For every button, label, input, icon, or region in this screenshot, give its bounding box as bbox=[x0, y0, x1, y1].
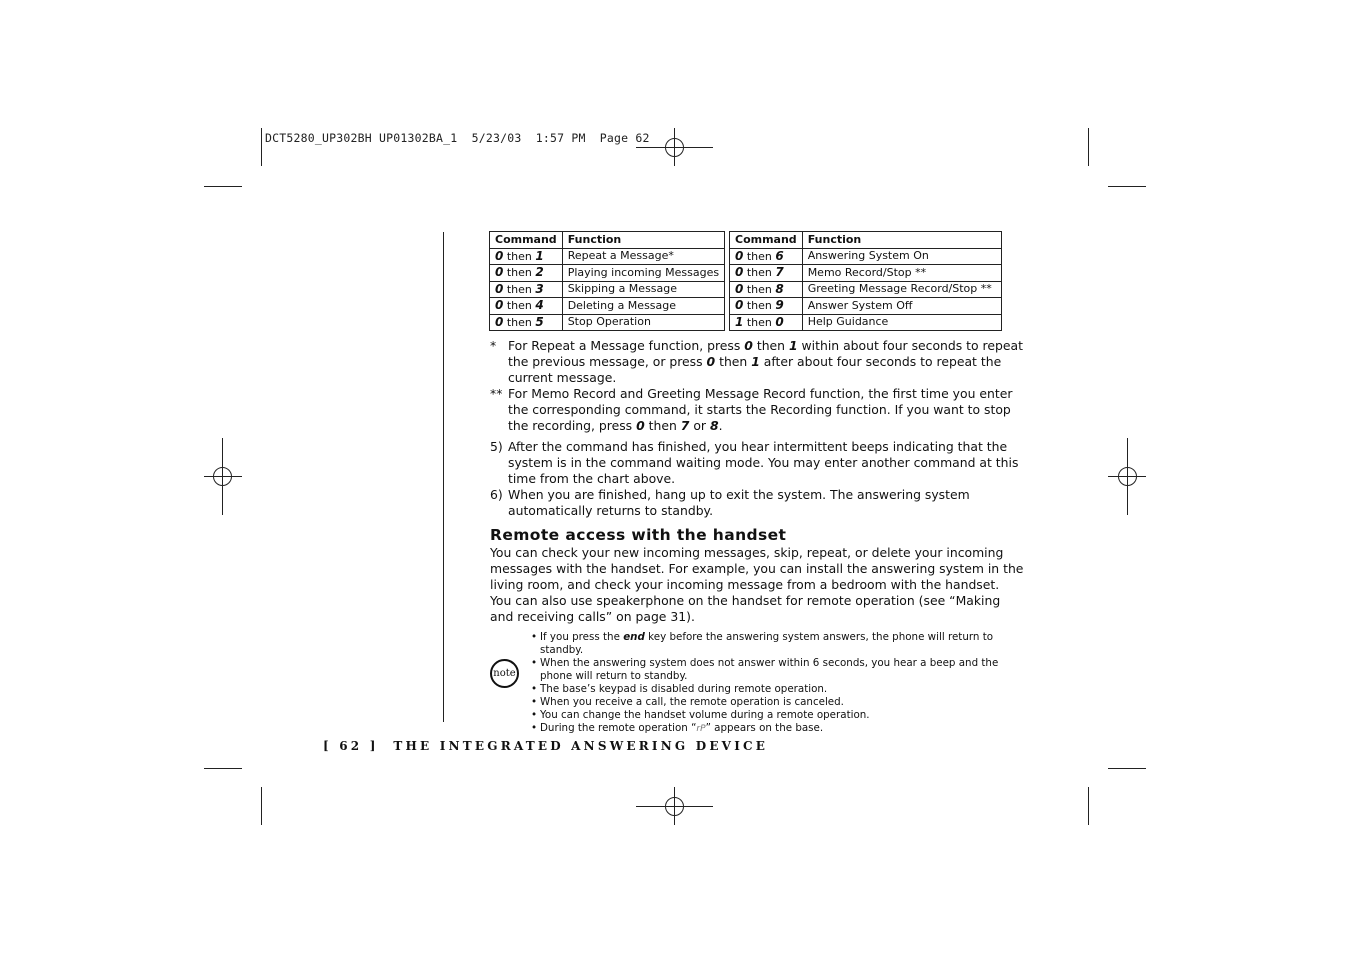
command-cell bbox=[490, 298, 563, 315]
key-digit: 0 bbox=[744, 338, 753, 353]
page-number: [ 62 ] bbox=[323, 739, 379, 753]
footnote-repeat bbox=[490, 338, 1030, 386]
key-digit: 7 bbox=[775, 265, 784, 280]
note-list bbox=[531, 631, 1031, 736]
then-label: then bbox=[506, 299, 532, 313]
note-text: If you press the bbox=[540, 631, 624, 643]
command-cell bbox=[490, 265, 563, 282]
registration-right-circle bbox=[1118, 467, 1137, 486]
key-digit: 0 bbox=[495, 314, 504, 329]
key-digit: 0 bbox=[735, 248, 744, 263]
command-cell bbox=[730, 314, 803, 331]
footnote-text: then bbox=[752, 338, 789, 353]
footnote-text: For Memo Record and Greeting Message Record function, the first time you enter the corresponding command, it starts the Recording function. If you want to stop the recording, press bbox=[508, 386, 1013, 433]
then-label: then bbox=[506, 315, 532, 329]
note-item bbox=[531, 657, 1031, 683]
command-cell bbox=[490, 248, 563, 265]
then-label: then bbox=[506, 249, 532, 263]
bullet: • bbox=[531, 709, 538, 721]
key-digit: 5 bbox=[535, 314, 544, 329]
footnote-text: then bbox=[715, 354, 752, 369]
registration-left-circle bbox=[213, 467, 232, 486]
footnote-text: . bbox=[718, 418, 723, 433]
header-function: Function bbox=[562, 232, 724, 249]
crop-mark-top-right-v bbox=[1088, 128, 1089, 166]
command-cell bbox=[490, 314, 563, 331]
steps-list bbox=[490, 439, 1030, 519]
function-cell: Stop Operation bbox=[562, 314, 724, 331]
table-row bbox=[730, 265, 1002, 282]
crop-mark-bottom-left-v bbox=[261, 787, 262, 825]
key-digit: 1 bbox=[751, 354, 760, 369]
note-text: key before the answering system answers, the phone will return to standby. bbox=[540, 631, 994, 656]
note-icon-label: note bbox=[493, 668, 516, 679]
table-row bbox=[490, 265, 725, 282]
key-digit: 0 bbox=[495, 281, 504, 296]
then-label: then bbox=[746, 249, 772, 263]
registration-bottom-circle bbox=[665, 797, 684, 816]
table-row bbox=[730, 248, 1002, 265]
paragraph: You can also use speakerphone on the handset for remote operation (see “Making and receiving calls” on page 31). bbox=[490, 593, 1001, 624]
footnote-text: after about four seconds to repeat the current message. bbox=[508, 354, 1002, 385]
section-body bbox=[490, 545, 1025, 625]
command-cell bbox=[490, 281, 563, 298]
note-text: ” appears on the base. bbox=[705, 722, 824, 734]
header-command: Command bbox=[490, 232, 563, 249]
table-row bbox=[490, 298, 725, 315]
function-cell: Deleting a Message bbox=[562, 298, 724, 315]
list-item bbox=[490, 439, 1030, 487]
table-row bbox=[490, 314, 725, 331]
then-label: then bbox=[506, 282, 532, 296]
footnote-mark: ** bbox=[490, 386, 503, 401]
table-row bbox=[490, 248, 725, 265]
header-function: Function bbox=[802, 232, 1001, 249]
command-cell bbox=[730, 298, 803, 315]
footnotes bbox=[490, 338, 1030, 434]
step-number: 5) bbox=[490, 439, 503, 454]
crop-mark-bottom-right-h bbox=[1108, 768, 1146, 769]
note-text: The base’s keypad is disabled during remote operation. bbox=[540, 683, 828, 695]
end-key-label: end bbox=[623, 631, 645, 643]
table-row bbox=[730, 298, 1002, 315]
crop-mark-top-left-h bbox=[204, 186, 242, 187]
key-digit: 0 bbox=[735, 281, 744, 296]
list-item bbox=[490, 487, 1030, 519]
chapter-title: THE INTEGRATED ANSWERING DEVICE bbox=[393, 739, 769, 753]
key-digit: 3 bbox=[535, 281, 544, 296]
note-item bbox=[531, 709, 1031, 722]
key-digit: 1 bbox=[535, 248, 544, 263]
footnote-text: or bbox=[689, 418, 710, 433]
key-digit: 1 bbox=[735, 314, 744, 329]
key-digit: 8 bbox=[775, 281, 784, 296]
key-digit: 2 bbox=[535, 265, 544, 280]
then-label: then bbox=[746, 266, 772, 280]
footnote-text: For Repeat a Message function, press bbox=[508, 338, 745, 353]
function-cell: Skipping a Message bbox=[562, 281, 724, 298]
command-cell bbox=[730, 281, 803, 298]
table-row bbox=[730, 281, 1002, 298]
print-slug: DCT5280_UP302BH UP01302BA_1 5/23/03 1:57 PM Page 62 bbox=[265, 131, 650, 145]
command-table-left bbox=[489, 231, 725, 331]
then-label: then bbox=[746, 315, 772, 329]
note-item bbox=[531, 683, 1031, 696]
note-text: When you receive a call, the remote operation is canceled. bbox=[540, 696, 844, 708]
table-header-row bbox=[490, 232, 725, 249]
function-cell: Answer System Off bbox=[802, 298, 1001, 315]
footnote-memo bbox=[490, 386, 1030, 434]
header-command: Command bbox=[730, 232, 803, 249]
key-digit: 7 bbox=[680, 418, 690, 433]
step-text: After the command has finished, you hear intermittent beeps indicating that the system is in the command waiting mode. You may enter another command at this time from the chart above. bbox=[508, 439, 1019, 486]
table-header-row bbox=[730, 232, 1002, 249]
function-cell: Repeat a Message* bbox=[562, 248, 724, 265]
note-text: When the answering system does not answer within 6 seconds, you hear a beep and the phone will return to standby. bbox=[540, 657, 999, 682]
section-heading: Remote access with the handset bbox=[490, 526, 787, 544]
key-digit: 0 bbox=[735, 265, 744, 280]
bullet: • bbox=[531, 722, 538, 734]
then-label: then bbox=[746, 282, 772, 296]
function-cell: Greeting Message Record/Stop ** bbox=[802, 281, 1001, 298]
key-digit: 0 bbox=[495, 248, 504, 263]
then-label: then bbox=[506, 266, 532, 280]
crop-mark-top-right-h bbox=[1108, 186, 1146, 187]
key-digit: 6 bbox=[775, 248, 784, 263]
table-row bbox=[730, 314, 1002, 331]
paragraph: You can check your new incoming messages, skip, repeat, or delete your incoming messages with the handset. For example, you can install the answering system in the living room, and check your incoming message from a bedroom with the handset. bbox=[490, 545, 1024, 592]
key-digit: 0 bbox=[495, 298, 504, 313]
step-number: 6) bbox=[490, 487, 503, 502]
bullet: • bbox=[531, 696, 538, 708]
bullet: • bbox=[531, 657, 538, 669]
footnote-mark: * bbox=[490, 338, 497, 353]
key-digit: 4 bbox=[535, 298, 544, 313]
key-digit: 9 bbox=[775, 298, 784, 313]
key-digit: 0 bbox=[495, 265, 504, 280]
footnote-text: within about four seconds to repeat the previous message, or press bbox=[508, 338, 1023, 369]
key-digit: 8 bbox=[709, 418, 719, 433]
function-cell: Playing incoming Messages bbox=[562, 265, 724, 282]
then-label: then bbox=[746, 299, 772, 313]
key-digit: 0 bbox=[636, 418, 645, 433]
bullet: • bbox=[531, 683, 538, 695]
note-text: During the remote operation “ bbox=[540, 722, 697, 734]
registration-top-circle bbox=[665, 138, 684, 157]
crop-mark-bottom-right-v bbox=[1088, 787, 1089, 825]
note-item bbox=[531, 696, 1031, 709]
key-digit: 1 bbox=[788, 338, 798, 353]
key-digit: 0 bbox=[775, 314, 784, 329]
table-row bbox=[490, 281, 725, 298]
command-cell bbox=[730, 248, 803, 265]
step-text: When you are finished, hang up to exit the system. The answering system automatically returns to standby. bbox=[508, 487, 970, 518]
note-text: You can change the handset volume during a remote operation. bbox=[540, 709, 870, 721]
command-table-right bbox=[729, 231, 1002, 331]
key-digit: 0 bbox=[706, 354, 716, 369]
key-digit: 0 bbox=[735, 298, 744, 313]
note-item bbox=[531, 722, 1031, 736]
footnote-text: then bbox=[644, 418, 681, 433]
command-cell bbox=[730, 265, 803, 282]
bullet: • bbox=[531, 631, 538, 643]
function-cell: Help Guidance bbox=[802, 314, 1001, 331]
lcd-glyph: rP bbox=[696, 724, 706, 734]
function-cell: Memo Record/Stop ** bbox=[802, 265, 1001, 282]
column-divider bbox=[443, 232, 444, 722]
note-icon bbox=[490, 659, 519, 688]
function-cell: Answering System On bbox=[802, 248, 1001, 265]
page-footer bbox=[323, 739, 768, 753]
crop-mark-top-left-v bbox=[261, 128, 262, 166]
crop-mark-bottom-left-h bbox=[204, 768, 242, 769]
note-item bbox=[531, 631, 1031, 657]
